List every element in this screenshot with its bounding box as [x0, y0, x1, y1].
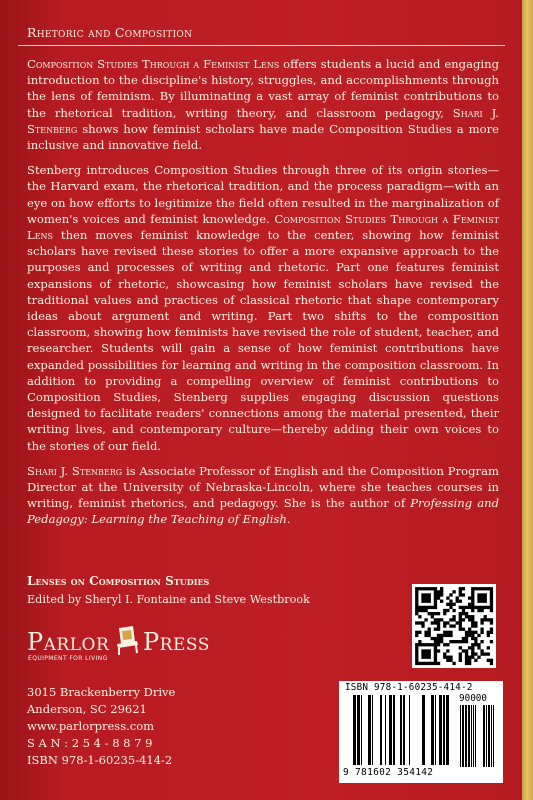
blurb-text: Stenberg introduces Composition Studies through three of its origin stories—the Harvard exam, the rhetorical tradition, and the process paradigm—with an eye on how efforts to legitimize the field often resulted in the marginalization of women's voices and feminist knowledge. [27, 163, 499, 226]
publisher-address [27, 684, 175, 769]
blurb [27, 56, 499, 537]
address-street: 3015 Brackenberry Drive [27, 685, 176, 699]
blurb-text: then moves feminist knowledge to the center, showing how feminist scholars have revised these stories to offer a more expansive approach to the purposes and processes of writing and rhetoric. Part one features feminist expansions of rhetoric, showcasing how feminist scholars have revised the traditional values and practices of classical rhetoric that shape contemporary ideas about argument and writing. Part two shifts to the composition classroom, showing how feminists have revised the role of student, teacher, and researcher. Students will gain a sense of how feminist contributions have expanded possibilities for learning and writing in the composition classroom. In addition to providing a compelling overview of feminist contributions to Composition Studies, Stenberg supplies engaging discussion questions designed to facilitate readers' connections among the material presented, their writing lives, and contemporary culture—thereby adding their own voices to the stories of our field. [27, 228, 499, 453]
isbn-barcode [339, 681, 503, 783]
blurb-text: shows how feminist scholars have made Composition Studies a more inclusive and innovative field. [27, 121, 499, 153]
book-title: Composition Studies Through a Feminist Lens [27, 57, 280, 71]
barcode-digits: 9 781602 354142 [343, 767, 434, 778]
publisher-san: S A N : 2 5 4 - 8 8 7 9 [27, 736, 153, 750]
author-name: Shari J. Stenberg [27, 463, 123, 478]
publisher-logo [27, 624, 242, 666]
category-heading: Rhetoric and Composition [27, 25, 193, 40]
address-city: Anderson, SC 29621 [27, 702, 147, 716]
series-editors: Edited by Sheryl I. Fontaine and Steve Westbrook [27, 593, 310, 606]
bio-text: . [286, 512, 291, 527]
author-name: Shari J. Stenberg [27, 105, 499, 136]
chair-icon [113, 624, 141, 656]
author-bio [27, 463, 499, 528]
publisher-isbn: ISBN 978-1-60235-414-2 [27, 753, 173, 767]
qr-code-pattern [412, 584, 496, 668]
previous-book-title: Professing and Pedagogy: Learning the Teaching of English [27, 496, 499, 527]
barcode-isbn-label: ISBN 978-1-60235-414-2 [345, 682, 473, 693]
series-name: Lenses on Composition Studies [27, 574, 210, 588]
publisher-tagline: EQUIPMENT FOR LIVING [28, 655, 108, 662]
barcode-addon: 90000 [459, 693, 487, 704]
qr-code [412, 584, 496, 668]
book-title: Composition Studies Through a Feminist Lens [27, 211, 499, 243]
bio-text: is Associate Professor of English and the Composition Program Director at the University of Nebraska-Lincoln, where she teaches courses in writing, feminist rhetorics, and pedagogy. She is the author of [27, 463, 499, 511]
logo-word-right: Press [143, 628, 210, 656]
blurb-text: offers students a lucid and engaging introduction to the discipline's history, struggles, and accomplishments through the lens of feminism. By illuminating a vast array of feminist contributions to the rhetorical tradition, writing theory, and classroom pedagogy, [27, 57, 499, 120]
header-divider [18, 45, 505, 46]
spine-edge [522, 0, 533, 800]
logo-word-left: Parlor [27, 628, 110, 656]
publisher-website: www.parlorpress.com [27, 719, 155, 733]
blurb-paragraph-1 [27, 56, 499, 153]
blurb-paragraph-2 [27, 162, 499, 454]
